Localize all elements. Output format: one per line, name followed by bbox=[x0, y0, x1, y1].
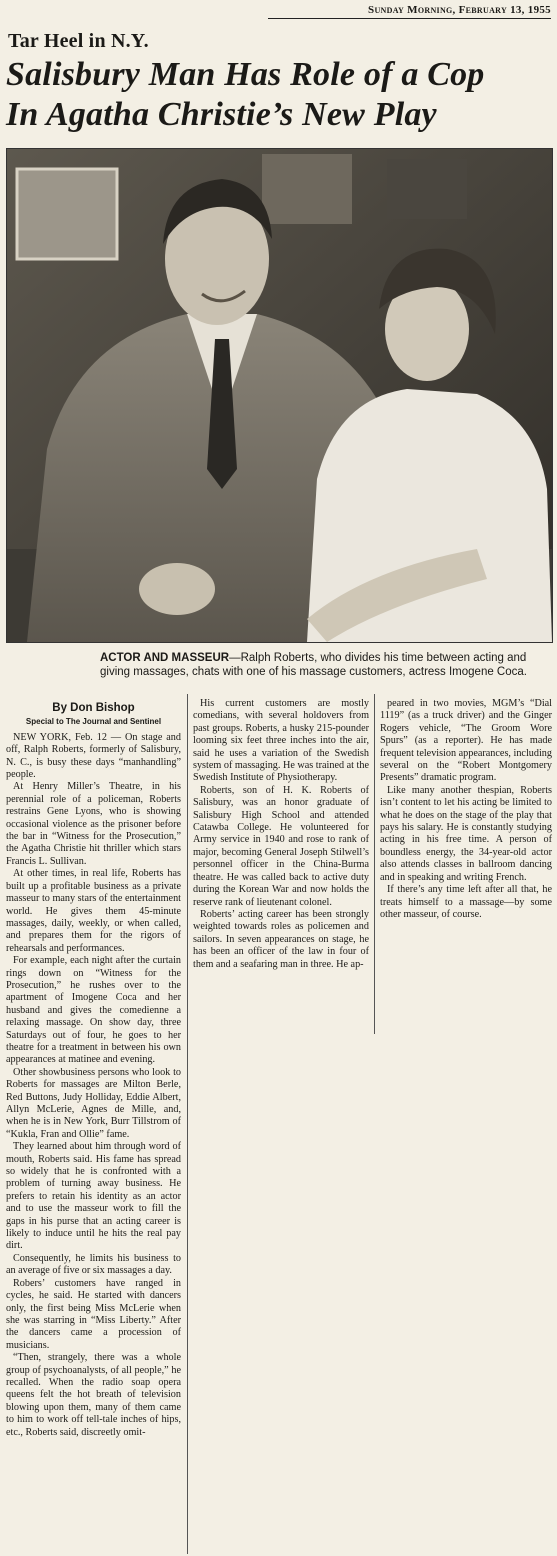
paragraph: His current customers are mostly comedians, with several holdovers from past groups. Roberts, a husky 215-pounder looming six feet three inches into the air, said he uses a variation of the Swedish system of massaging. He was trained at the Swedish Institute of Physiotherapy. bbox=[193, 698, 369, 784]
article-column-2 bbox=[193, 698, 369, 971]
kicker-heading: Tar Heel in N.Y. bbox=[8, 30, 149, 52]
paragraph: “Then, strangely, there was a whole group of psychoanalysts, of all people,” he recalled. When the radio soap opera queens felt the hot breath of television blowing upon them, many of them came to him to work off tell-tale inches of hips, etc., Roberts said, discreetly omit- bbox=[6, 1352, 181, 1438]
article-photo bbox=[6, 148, 553, 643]
headline-line-2: In Agatha Christie’s New Play bbox=[6, 96, 437, 133]
paragraph: Other showbusiness persons who look to Roberts for massages are Milton Berle, Red Buttons, Judy Holliday, Eddie Albert, Allyn McLerie, Agnes de Mille, and, when he is in New York, Burr Tillstrom of “Kukla, Fran and Ollie” fame. bbox=[6, 1066, 181, 1140]
column-rule bbox=[187, 694, 188, 1554]
photo-of-two-people-icon bbox=[7, 149, 552, 642]
paragraph: If there’s any time left after all that, he treats himself to a massage—by some other masseur, of course. bbox=[380, 884, 552, 920]
column-rule bbox=[374, 694, 375, 1034]
article-column-3 bbox=[380, 698, 552, 921]
paragraph: For example, each night after the curtain rings down on “Witness for the Prosecution,” he rushes over to the apartment of Imogene Coca and her husband and gives the comedienne a relaxing massage. On show day, three Saturdays out of four, he goes to her theatre for a treatment in between his own appearances at matinee and evening. bbox=[6, 955, 181, 1066]
byline-source: Special to The Journal and Sentinel bbox=[25, 717, 162, 727]
dateline: Sunday Morning, February 13, 1955 bbox=[268, 4, 551, 19]
paragraph: They learned about him through word of mouth, Roberts said. His fame has spread so widely that he is confronted with a problem of turning away business. He prefers to retain his identity as an actor and to use the masseur work to fill the gaps in his purse that an acting career is likely to induce until he hits the real pay dirt. bbox=[6, 1141, 181, 1252]
caption-lead: ACTOR AND MASSEUR bbox=[100, 652, 230, 664]
paragraph: Like many another thespian, Roberts isn’t content to let his acting be limited to what he does on the stage of the play that pays his salary. He is constantly studying acting in his free time. A person of boundless energy, the 34-year-old actor also attends classes in ballroom dancing and in speaking and writing French. bbox=[380, 784, 552, 883]
article-column-1 bbox=[6, 694, 181, 1439]
byline: By Don Bishop bbox=[52, 702, 135, 714]
paragraph: Robers’ customers have ranged in cycles, he said. He started with dancers only, the first being Miss McLerie when she was starring in “Miss Liberty.” After the dancers came a procession of musicians. bbox=[6, 1277, 181, 1351]
caption-text: —Ralph Roberts, who divides his time between acting and giving massages, chats with one of his massage customers, actress Imogene Coca. bbox=[100, 652, 527, 678]
paragraph: At Henry Miller’s Theatre, in his perennial role of a policeman, Roberts restrains Gene Lyons, who is showing occasional violence as the prisoner before the bar in “Witness for the Prosecution,” the Agatha Christie hit thriller which stars Francis L. Sullivan. bbox=[6, 781, 181, 867]
photo-caption bbox=[100, 651, 530, 679]
paragraph: Roberts’ acting career has been strongly weighted towards roles as policemen and sailors. In seven appearances on stage, he has been an officer of the law in four of them and a seafaring man in three. He ap- bbox=[193, 908, 369, 970]
paragraph: Roberts, son of H. K. Roberts of Salisbury, was an honor graduate of Salisbury High School and attended Catawba College. He volunteered for Army service in 1940 and rose to rank of major, becoming General Joseph Stilwell’s personnel officer in the China-Burma theatre. He was called back to active duty during the Korean War and now holds the reserve rank of lieutenant colonel. bbox=[193, 784, 369, 908]
headline-line-1: Salisbury Man Has Role of a Cop bbox=[6, 56, 485, 93]
headline bbox=[6, 55, 554, 135]
paragraph: Consequently, he limits his business to an average of five or six massages a day. bbox=[6, 1252, 181, 1277]
paragraph: peared in two movies, MGM’s “Dial 1119” (as a truck driver) and the Ginger Rogers vehicle, “The Groom Wore Spurs” (as a reporter). He has made frequent television appearances, including several on the “Robert Montgomery Presents” dramatic program. bbox=[380, 698, 552, 784]
paragraph: NEW YORK, Feb. 12 — On stage and off, Ralph Roberts, formerly of Salisbury, N. C., is busy these days “manhandling” people. bbox=[6, 731, 181, 781]
paragraph: At other times, in real life, Roberts has built up a profitable business as a private masseur to many stars of the entertainment world. He gives them 45-minute massages, daily, weekly, or when called, and prepares them for the rigors of rehearsals and performances. bbox=[6, 868, 181, 954]
